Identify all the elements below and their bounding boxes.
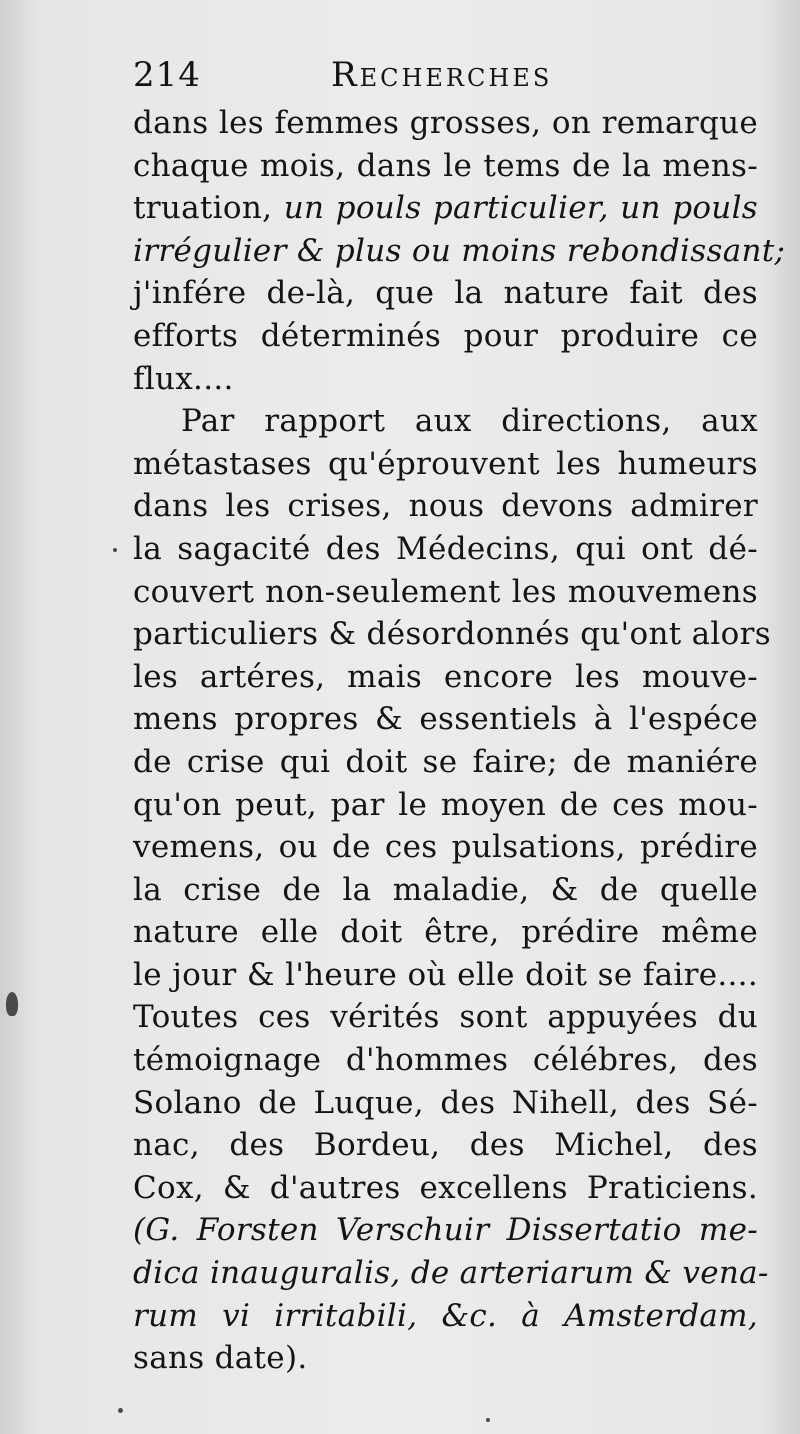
text-line: les artéres, mais encore les mouve-	[133, 658, 758, 695]
running-title: Recherches	[331, 55, 553, 95]
text-line: mens propres & essentiels à l'espéce	[133, 701, 758, 738]
ink-speck	[486, 1418, 490, 1422]
page-header	[133, 52, 753, 98]
text-line: irrégulier & plus ou moins rebondissant;	[133, 232, 786, 269]
text-line: sans date).	[133, 1340, 308, 1377]
text-line: nature elle doit être, prédire même	[133, 914, 758, 951]
text-line: couvert non-seulement les mouvemens	[133, 573, 758, 610]
body-text	[133, 102, 786, 1380]
text-line: dans les femmes grosses, on remarque	[133, 105, 758, 141]
text-line: témoignage d'hommes célébres, des	[133, 1042, 758, 1079]
text-line: chaque mois, dans le tems de la mens-	[133, 147, 758, 184]
text-line: la crise de la maladie, & de quelle	[133, 871, 758, 908]
italic-fragment: un pouls particulier, un pouls	[283, 190, 758, 227]
text-line: de crise qui doit se faire; de maniére	[133, 743, 758, 780]
text-line: dica inauguralis, de arteriarum & vena-	[133, 1255, 769, 1292]
text-line: nac, des Bordeu, des Michel, des	[133, 1127, 758, 1164]
text-line: efforts déterminés pour produire ce	[133, 317, 758, 354]
text-line: flux....	[133, 360, 234, 397]
text-line: Solano de Luque, des Nihell, des Sé-	[133, 1084, 758, 1121]
text-line: Cox, & d'autres excellens Praticiens.	[133, 1169, 758, 1206]
text-line: vemens, ou de ces pulsations, prédire	[133, 829, 758, 866]
ink-speck	[113, 548, 117, 552]
text-line: dans les crises, nous devons admirer	[133, 488, 758, 525]
text-fragment: truation,	[133, 190, 284, 227]
text-line	[133, 187, 758, 230]
text-line: particuliers & désordonnés qu'ont alors	[133, 616, 771, 653]
ink-speck	[118, 1408, 123, 1413]
text-line: le jour & l'heure où elle doit se faire....	[133, 956, 758, 993]
text-line: Par rapport aux directions, aux	[181, 403, 758, 440]
page-number: 214	[133, 55, 201, 95]
text-line: la sagacité des Médecins, qui ont dé-	[133, 530, 758, 567]
text-line: (G. Forsten Verschuir Dissertatio me-	[133, 1212, 758, 1249]
text-line: métastases qu'éprouvent les humeurs	[133, 445, 758, 482]
text-line: rum vi irritabili, &c. à Amsterdam,	[133, 1297, 758, 1334]
text-line: qu'on peut, par le moyen de ces mou-	[133, 786, 758, 823]
text-line: Toutes ces vérités sont appuyées du	[133, 999, 758, 1036]
ink-speck	[6, 992, 18, 1016]
text-line: j'infére de-là, que la nature fait des	[133, 275, 758, 312]
